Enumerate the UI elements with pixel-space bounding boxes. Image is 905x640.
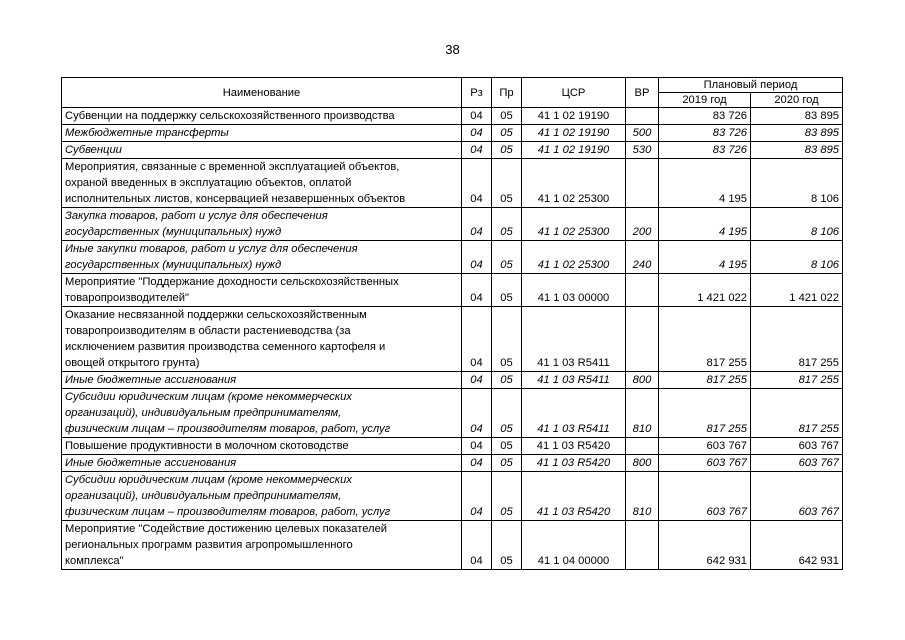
cell-pr: 05 [492,307,522,372]
cell-pr: 05 [492,208,522,241]
cell-rz: 04 [462,241,492,274]
cell-vr: 810 [626,472,659,521]
cell-rz: 04 [462,438,492,455]
cell-pr: 05 [492,274,522,307]
cell-rz: 04 [462,208,492,241]
cell-pr: 05 [492,472,522,521]
cell-pr: 05 [492,142,522,159]
cell-2019: 83 726 [659,125,751,142]
cell-pr: 05 [492,108,522,125]
cell-vr [626,108,659,125]
cell-csr: 41 1 04 00000 [522,521,626,570]
table-row [62,389,843,438]
header-2020: 2020 год [751,93,843,108]
table-row [62,521,843,570]
cell-pr: 05 [492,438,522,455]
cell-csr: 41 1 03 R5420 [522,438,626,455]
cell-2020: 642 931 [751,521,843,570]
table-row [62,208,843,241]
cell-csr: 41 1 03 R5420 [522,472,626,521]
cell-2020: 1 421 022 [751,274,843,307]
header-2019: 2019 год [659,93,751,108]
cell-2020: 8 106 [751,159,843,208]
cell-rz: 04 [462,472,492,521]
cell-rz: 04 [462,521,492,570]
cell-2020: 83 895 [751,142,843,159]
cell-rz: 04 [462,108,492,125]
table-row [62,372,843,389]
cell-name: Иные бюджетные ассигнования [62,455,462,472]
table-row [62,142,843,159]
cell-pr: 05 [492,372,522,389]
cell-csr: 41 1 02 25300 [522,208,626,241]
cell-2019: 603 767 [659,472,751,521]
cell-vr: 810 [626,389,659,438]
table-row [62,274,843,307]
cell-2019: 4 195 [659,159,751,208]
cell-csr: 41 1 02 25300 [522,241,626,274]
cell-vr [626,159,659,208]
cell-name: Мероприятие "Поддержание доходности сельскохозяйственных товаропроизводителей" [62,274,462,307]
cell-name: Субсидии юридическим лицам (кроме некоммерческих организаций), индивидуальным предпринимателям, физическим лицам – производителям товаров, работ, услуг [62,389,462,438]
cell-2019: 1 421 022 [659,274,751,307]
cell-2020: 817 255 [751,372,843,389]
cell-2020: 83 895 [751,108,843,125]
cell-vr [626,274,659,307]
cell-csr: 41 1 03 R5411 [522,372,626,389]
table-row [62,472,843,521]
cell-name: Закупка товаров, работ и услуг для обеспечения государственных (муниципальных) нужд [62,208,462,241]
cell-csr: 41 1 03 R5411 [522,389,626,438]
cell-name: Мероприятия, связанные с временной эксплуатацией объектов, охраной введенных в эксплуатацию объектов, оплатой исполнительных листов, консервацией незавершенных объектов [62,159,462,208]
cell-csr: 41 1 02 19190 [522,142,626,159]
cell-vr: 800 [626,372,659,389]
cell-rz: 04 [462,274,492,307]
cell-csr: 41 1 02 19190 [522,108,626,125]
cell-name: Субсидии юридическим лицам (кроме некоммерческих организаций), индивидуальным предпринимателям, физическим лицам – производителям товаров, работ, услуг [62,472,462,521]
cell-vr: 500 [626,125,659,142]
cell-pr: 05 [492,125,522,142]
table-row [62,455,843,472]
table-row [62,307,843,372]
cell-vr [626,438,659,455]
table-row [62,125,843,142]
cell-vr: 200 [626,208,659,241]
table-body [62,108,843,570]
cell-2020: 8 106 [751,208,843,241]
cell-2019: 83 726 [659,108,751,125]
table-row [62,159,843,208]
cell-2019: 642 931 [659,521,751,570]
cell-rz: 04 [462,142,492,159]
budget-table [61,77,843,570]
cell-name: Субвенции на поддержку сельскохозяйственного производства [62,108,462,125]
cell-2020: 817 255 [751,389,843,438]
cell-vr: 530 [626,142,659,159]
cell-csr: 41 1 03 00000 [522,274,626,307]
cell-rz: 04 [462,159,492,208]
cell-name: Оказание несвязанной поддержки сельскохозяйственным товаропроизводителям в области растениеводства (за исключением развития производства семенного картофеля и овощей открытого грунта) [62,307,462,372]
cell-pr: 05 [492,455,522,472]
cell-pr: 05 [492,241,522,274]
cell-2020: 83 895 [751,125,843,142]
cell-name: Иные бюджетные ассигнования [62,372,462,389]
cell-vr: 240 [626,241,659,274]
cell-2020: 603 767 [751,472,843,521]
cell-csr: 41 1 03 R5420 [522,455,626,472]
cell-csr: 41 1 02 25300 [522,159,626,208]
cell-2020: 603 767 [751,438,843,455]
cell-2019: 817 255 [659,307,751,372]
cell-vr: 800 [626,455,659,472]
cell-pr: 05 [492,521,522,570]
cell-2019: 4 195 [659,241,751,274]
header-csr: ЦСР [522,78,626,108]
cell-name: Межбюджетные трансферты [62,125,462,142]
cell-pr: 05 [492,159,522,208]
header-name: Наименование [62,78,462,108]
cell-2019: 817 255 [659,389,751,438]
cell-rz: 04 [462,455,492,472]
cell-2019: 817 255 [659,372,751,389]
cell-pr: 05 [492,389,522,438]
cell-2019: 603 767 [659,438,751,455]
table-row [62,438,843,455]
cell-rz: 04 [462,389,492,438]
cell-rz: 04 [462,307,492,372]
cell-2019: 603 767 [659,455,751,472]
cell-vr [626,307,659,372]
table-row [62,108,843,125]
cell-name: Повышение продуктивности в молочном скотоводстве [62,438,462,455]
cell-2020: 8 106 [751,241,843,274]
cell-rz: 04 [462,372,492,389]
table-row [62,241,843,274]
cell-2020: 817 255 [751,307,843,372]
cell-2020: 603 767 [751,455,843,472]
cell-name: Субвенции [62,142,462,159]
cell-2019: 83 726 [659,142,751,159]
cell-name: Мероприятие "Содействие достижению целевых показателей региональных программ развития агропромышленного комплекса" [62,521,462,570]
header-planned-period: Плановый период [659,78,843,93]
header-pr: Пр [492,78,522,108]
cell-csr: 41 1 02 19190 [522,125,626,142]
header-vr: ВР [626,78,659,108]
page-number: 38 [445,42,460,57]
cell-2019: 4 195 [659,208,751,241]
cell-name: Иные закупки товаров, работ и услуг для обеспечения государственных (муниципальных) нужд [62,241,462,274]
header-rz: Рз [462,78,492,108]
cell-rz: 04 [462,125,492,142]
cell-vr [626,521,659,570]
cell-csr: 41 1 03 R5411 [522,307,626,372]
